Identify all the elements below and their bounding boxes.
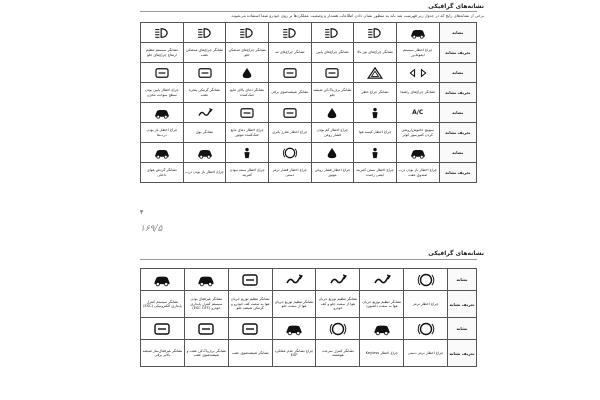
table-row bbox=[141, 291, 477, 318]
cell-label: نشانگر تنظیم توزیع جریان هوا از سمت جلو و کف خودرو bbox=[316, 291, 360, 318]
cell-label: نشانگر تنظیم توزیع جریان هوا به سمت کف خودرو و گرمکن شیشه جلو bbox=[228, 291, 272, 318]
page-bottom bbox=[0, 248, 600, 400]
battery-icon bbox=[268, 103, 311, 123]
cell-label: نشانگر گردش هوای داخلی bbox=[141, 163, 184, 183]
page-title: نشانه‌های گرافیکی bbox=[428, 3, 484, 10]
brake-circle-icon bbox=[404, 269, 448, 291]
keyless-icon bbox=[360, 318, 404, 340]
airbag-icon bbox=[354, 103, 397, 123]
cell-label: چراغ اخطار باز بودن درب bbox=[183, 163, 226, 183]
cell-label: نشانگر دمای بالای مایع خنک‌کننده bbox=[226, 83, 269, 103]
row-header: نشانه bbox=[439, 23, 476, 43]
page-title: نشانه‌های گرافیکی bbox=[428, 250, 484, 257]
table-row bbox=[141, 269, 477, 291]
cell-label: نشانگر گرمکن پنجره عقب bbox=[183, 83, 226, 103]
washer-fluid-icon bbox=[311, 63, 354, 83]
low-beam-icon bbox=[311, 23, 354, 43]
row-header: تعریف نشانه bbox=[448, 291, 477, 318]
cell-label: نشانگر چراغ‌های مه‌شکن عقب bbox=[183, 43, 226, 63]
table-row bbox=[141, 123, 477, 143]
abs-icon bbox=[268, 143, 311, 163]
cell-label: چراغ اخطار فشار ترمز دستی bbox=[268, 163, 311, 183]
cell-label: نشانگر غیرفعال بودن سیستم کنترل پایداری خودرو (ESC OFF) bbox=[184, 291, 228, 318]
page-number: ۳ bbox=[140, 209, 144, 216]
row-header: نشانه bbox=[439, 103, 476, 123]
esc-icon bbox=[141, 269, 185, 291]
immobilizer-icon bbox=[396, 23, 439, 43]
cell-label: چراغ اخطار کیسه هوا bbox=[354, 123, 397, 143]
oil-pressure-icon bbox=[311, 143, 354, 163]
rear-defrost-icon bbox=[183, 63, 226, 83]
door-open-icon bbox=[183, 143, 226, 163]
seat-heater-icon bbox=[228, 318, 272, 340]
cell-label: چراغ اخطار بستن کمربند ایمنی راننده bbox=[354, 163, 397, 183]
ac-text-icon: A/C bbox=[396, 103, 439, 123]
cell-label: چراغ اخطار پایین بودن سطح سوخت مخزن bbox=[141, 83, 184, 103]
table-row bbox=[141, 83, 477, 103]
symbols-table bbox=[140, 22, 477, 183]
row-header: نشانه bbox=[439, 143, 476, 163]
intro-paragraph: برخی از نشانه‌های رایج که در جدول زیر فهرست شد باید به منظور نشان دادن اطلاعات هشدار و وضعیت عملکردها بر روی خودرو شما استفاده می‌شوند. bbox=[230, 13, 484, 18]
cell-label: نشانگر چراغ‌های پایین bbox=[311, 43, 354, 63]
cell-label: نشانگر چراغ خطر bbox=[354, 83, 397, 103]
eco-icon bbox=[141, 143, 184, 163]
turn-signal-icon bbox=[396, 63, 439, 83]
row-header: تعریف نشانه bbox=[439, 43, 476, 63]
table-row bbox=[141, 103, 477, 123]
parking-brake-icon bbox=[404, 318, 448, 340]
cell-label: نشانگر تنظیم توزیع جریان هوا به سمت داشبورد bbox=[360, 291, 404, 318]
cell-label: نشانگر بوق bbox=[183, 123, 226, 143]
cell-label: نشانگر چراغ‌های نور بالا bbox=[354, 43, 397, 63]
row-header: تعریف نشانه bbox=[439, 163, 476, 183]
seatbelt-warning-icon bbox=[354, 143, 397, 163]
wiper-icon bbox=[268, 63, 311, 83]
oil-pressure-icon bbox=[311, 103, 354, 123]
engine-check-icon bbox=[226, 103, 269, 123]
table-row bbox=[141, 318, 477, 340]
trunk-open-icon bbox=[396, 143, 439, 163]
cell-label: نشانگر غیرفعال‌ساز شیشه بالابر برقی bbox=[141, 340, 185, 367]
table-row bbox=[141, 43, 477, 63]
rear-fog-icon bbox=[183, 23, 226, 43]
airflow-windshield-icon bbox=[360, 269, 404, 291]
cell-label: نشانگر تنظیم توزیع جریان هوا از سمت جلو bbox=[272, 291, 316, 318]
row-header: نشانه bbox=[439, 63, 476, 83]
title-rule bbox=[140, 11, 477, 12]
title-rule bbox=[140, 259, 477, 260]
row-header: تعریف نشانه bbox=[448, 340, 477, 367]
cell-label: چراغ نشانگر عدم عملکرد ESP bbox=[272, 340, 316, 367]
windshield-defrost-icon bbox=[141, 318, 185, 340]
seatbelt-icon bbox=[226, 143, 269, 163]
handwritten-note: ۱۶۹/۵ bbox=[140, 224, 163, 234]
table-row bbox=[141, 340, 477, 367]
hazard-icon bbox=[354, 63, 397, 83]
row-header: تعریف نشانه bbox=[439, 123, 476, 143]
fog-lamp-icon bbox=[268, 23, 311, 43]
cell-label: چراغ اخطار باز بودن درب صندوق عقب bbox=[396, 163, 439, 183]
cell-label: چراغ اخطار ترمز bbox=[404, 291, 448, 318]
symbols-table bbox=[140, 268, 477, 367]
cell-label: نشانگر برف‌پاک‌کن عقب و شیشه‌شوی عقب bbox=[184, 340, 228, 367]
cell-label: نشانگر چراغ‌های راهنما bbox=[396, 83, 439, 103]
front-fog-icon bbox=[226, 23, 269, 43]
cell-label: سوییچ خاموش/روشن کردن کمپرسور کولر bbox=[396, 123, 439, 143]
row-header: نشانه bbox=[448, 269, 477, 291]
cell-label: نشانگر چراغ‌های مه‌شکن جلو bbox=[226, 43, 269, 63]
cell-label: چراغ اخطار کم بودن فشار روغن bbox=[311, 123, 354, 143]
airflow-feet-defrost-icon bbox=[316, 269, 360, 291]
cruise-icon bbox=[316, 318, 360, 340]
cell-label: نشانگر سیستم تنظیم ارتفاع چراغ‌های جلو bbox=[141, 43, 184, 63]
cell-label: چراغ اخطار دمای مایع خنک‌کننده موتور bbox=[226, 123, 269, 143]
table-row bbox=[141, 143, 477, 163]
defrost-seat-icon bbox=[184, 318, 228, 340]
cell-label: چراغ اخطار Keyless bbox=[360, 340, 404, 367]
cell-label: نشانگر شیشه‌شوی عقب bbox=[228, 340, 272, 367]
coolant-temp-icon bbox=[226, 63, 269, 83]
table-row bbox=[141, 23, 477, 43]
cell-label: چراغ اخطار ترمز دستی bbox=[404, 340, 448, 367]
cell-label: چراغ اخطار سیستم ایموبلایزر bbox=[396, 43, 439, 63]
cell-label: نشانگر سیستم کنترل پایداری الکترونیکی (ESC) bbox=[141, 291, 185, 318]
row-header: نشانه bbox=[448, 318, 477, 340]
esp-slip-icon bbox=[272, 318, 316, 340]
cell-label: نشانگر شیشه‌شوی برقی bbox=[268, 83, 311, 103]
cell-label: چراغ اخطار شارژ باتری bbox=[268, 123, 311, 143]
table-row bbox=[141, 163, 477, 183]
row-header: تعریف نشانه bbox=[439, 83, 476, 103]
esc-off-icon bbox=[184, 269, 228, 291]
high-beam-icon bbox=[354, 23, 397, 43]
car-front-icon bbox=[141, 103, 184, 123]
fuel-low-icon bbox=[141, 63, 184, 83]
cell-label: نشانگر کنترل سرعت هوشمند bbox=[316, 340, 360, 367]
cell-label: چراغ اخطار باز بودن درب‌ها bbox=[141, 123, 184, 143]
cell-label: نشانگر برف‌پاک‌کن شیشه جلو bbox=[311, 83, 354, 103]
cell-label: چراغ اخطار بسته نبودن کمربند bbox=[226, 163, 269, 183]
airflow-face-icon bbox=[272, 269, 316, 291]
table-row bbox=[141, 63, 477, 83]
cell-label: چراغ اخطار فشار روغن موتور bbox=[311, 163, 354, 183]
headlight-level-icon bbox=[141, 23, 184, 43]
airflow-feet-icon bbox=[228, 269, 272, 291]
cell-label: نشانگر چراغ‌های مه bbox=[268, 43, 311, 63]
horn-icon bbox=[183, 103, 226, 123]
